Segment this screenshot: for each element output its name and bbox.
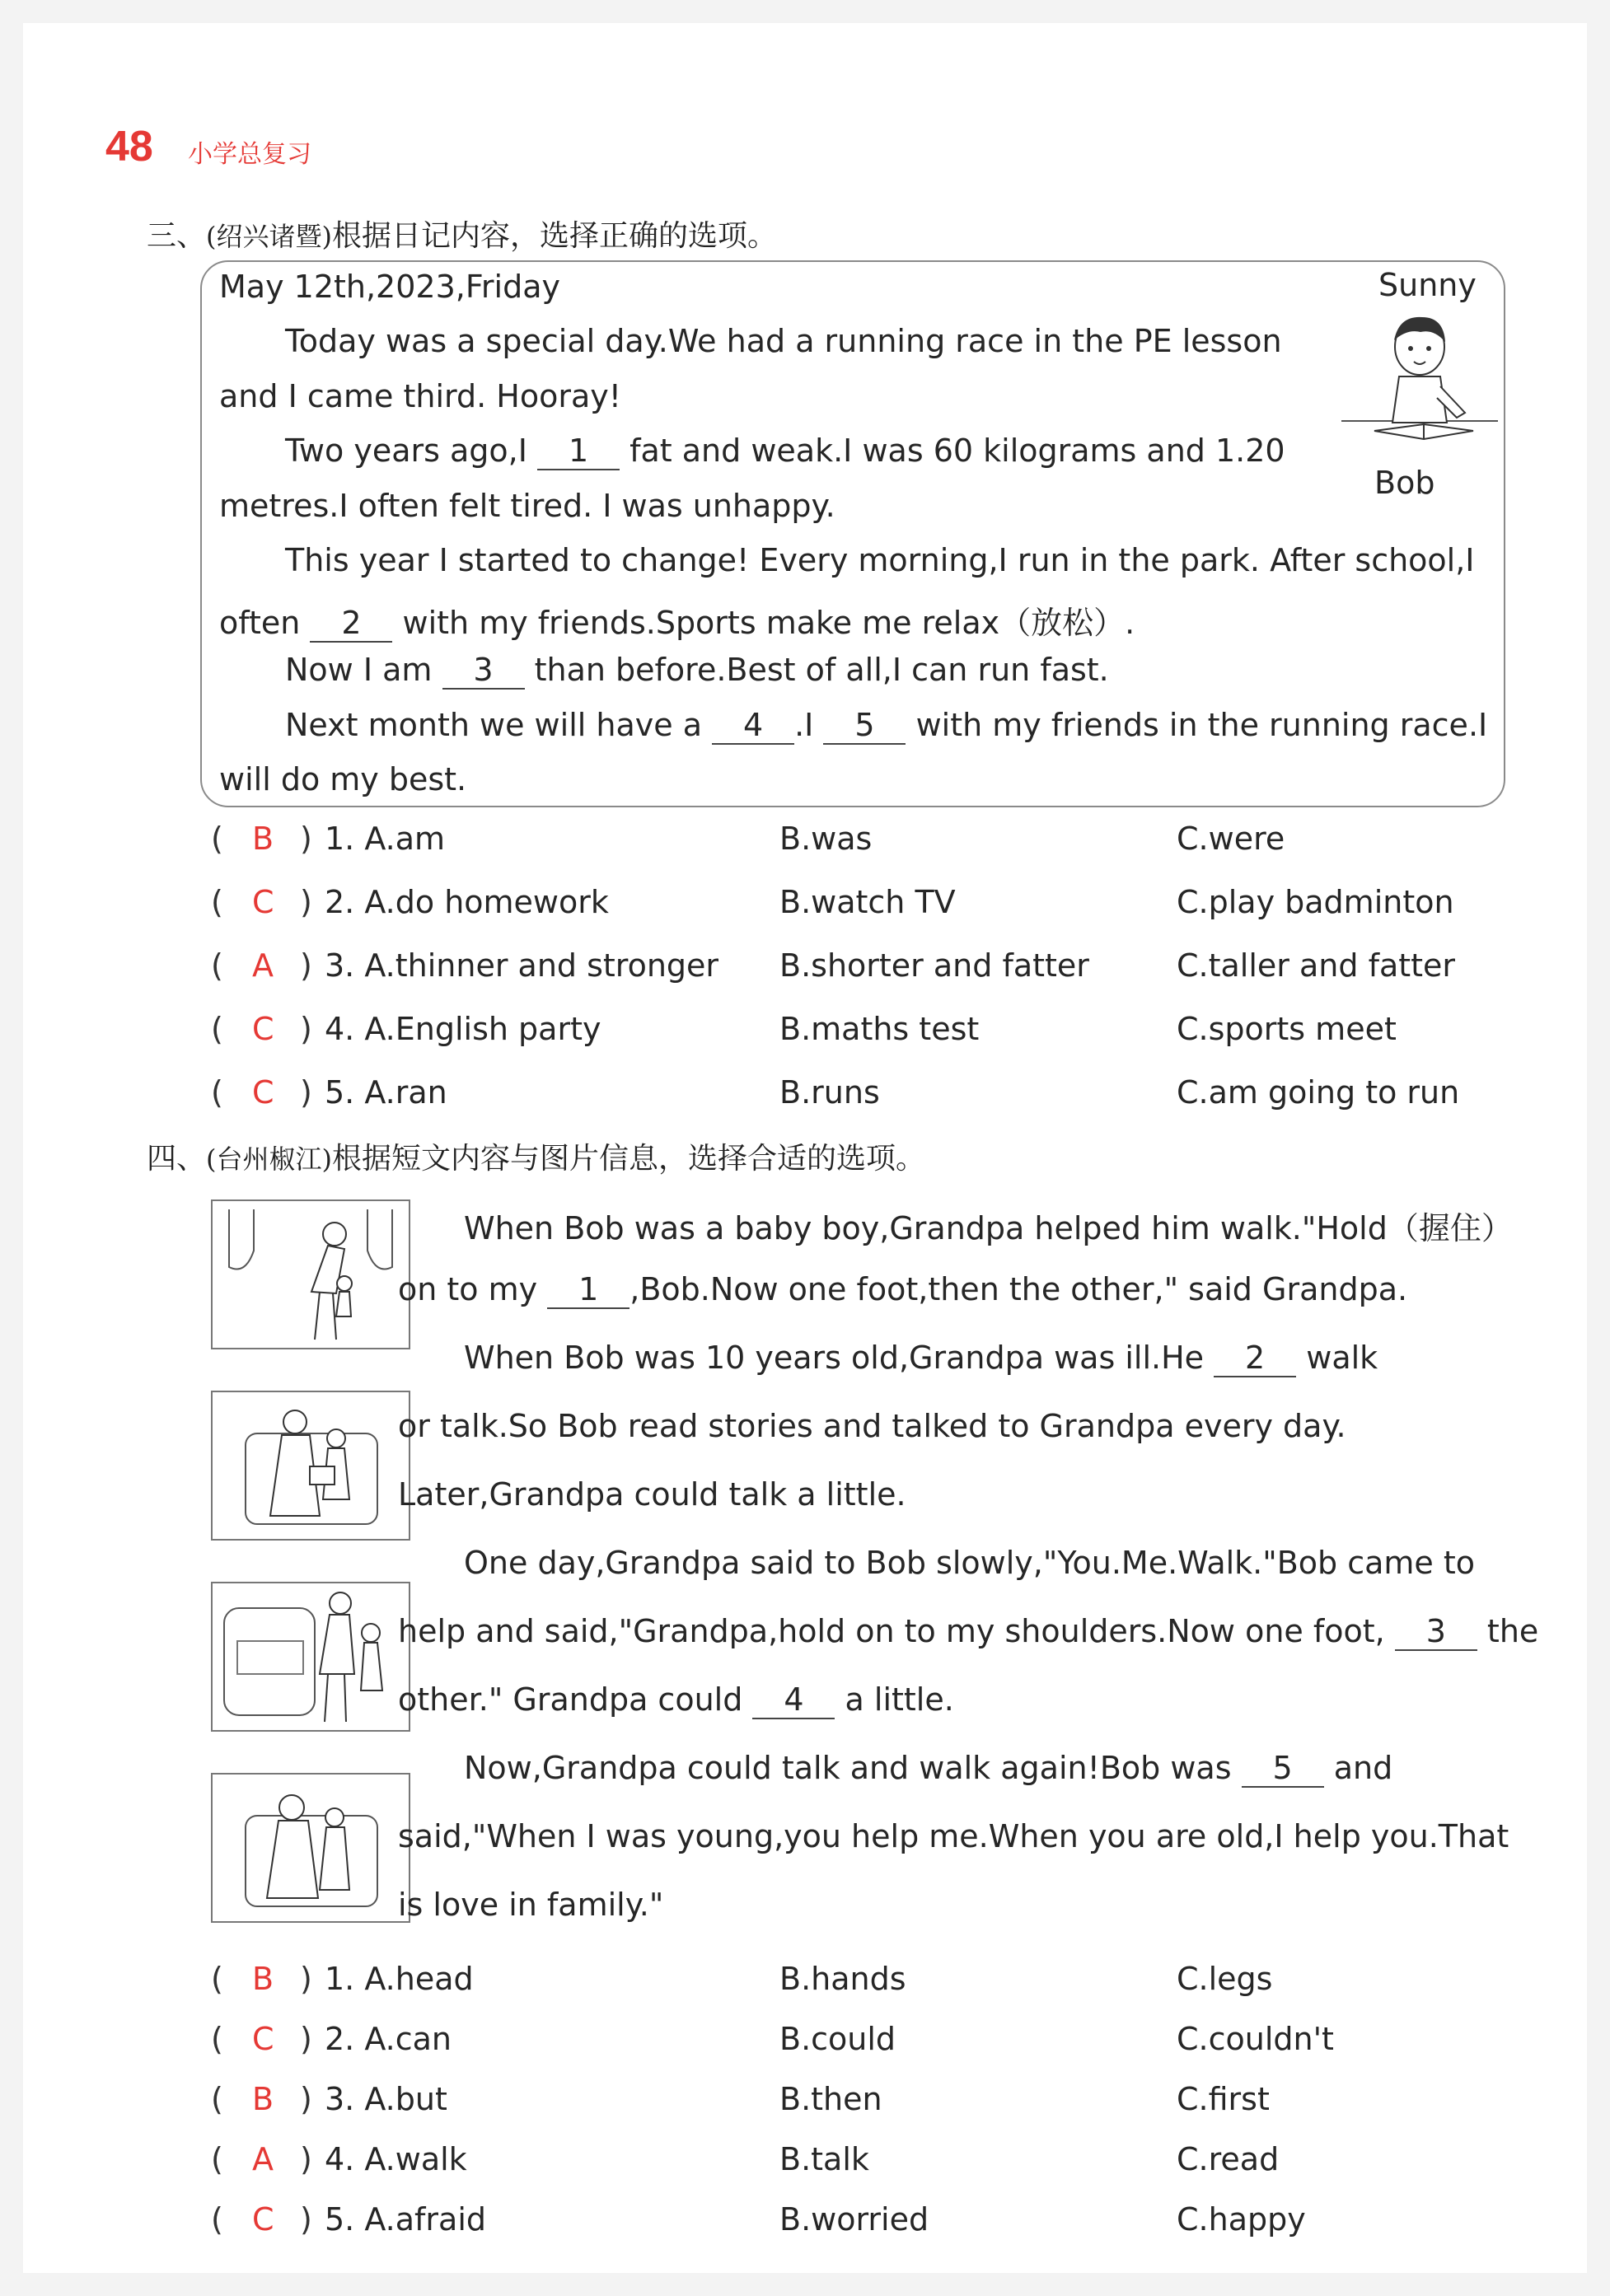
option-b[interactable]: B.runs (779, 1074, 880, 1111)
option-b[interactable]: B.worried (779, 2201, 929, 2238)
answer-mark: B (252, 2081, 274, 2117)
blank-5[interactable]: 5 (823, 707, 906, 745)
diary-line: Next month we will have a 4 .I 5 with my friends in the running race.I (285, 707, 1488, 743)
option-b[interactable]: B.talk (779, 2141, 869, 2177)
answer-mark: C (252, 1074, 274, 1111)
passage-line: is love in family." (398, 1887, 664, 1923)
answer-mark: A (252, 2141, 274, 2177)
page-number: 48 (105, 123, 153, 171)
option-a[interactable]: 3. A.but (325, 2081, 447, 2117)
answer-mark: B (252, 1961, 274, 1997)
character-label-sunny: Sunny (1378, 267, 1477, 303)
passage-line: When Bob was a baby boy,Grandpa helped him walk."Hold（握住） (464, 1210, 1513, 1246)
option-b[interactable]: B.hands (779, 1961, 906, 1997)
blank-2[interactable]: 2 (310, 605, 392, 643)
blank-4[interactable]: 4 (752, 1681, 835, 1719)
worksheet-page: 48 小学总复习 三、(绍兴诸暨)根据日记内容，选择正确的选项。 May 12th,2023,Friday Today was a special day.We had a running race in the PE lesson and I came third. Hooray! Two years ago,I 1 fat and weak.I was 60 kilograms and 1.20 metres.I often felt tired. I was unhappy. This year I started to change! Every morning,I run in the park. After school,I often 2 with my friends.Sports make me relax（放松）. Now I am 3 than before.Best of all,I can run fast. Next month we will have a 4 .I 5 with my friends in the running race.I will do my best. Sunny Bob ( B ) 1. A.am B.was C.were ( C ) 2. A.do homework B.watch TV C.play badminton ( A ) 3. A.thinner and stronger B.shorter and fatter C.taller and fatter ( C ) 4. A.English party B.maths test C.sports meet ( C ) 5. A.ran B.runs C.am going to run 四、(台州椒江)根据短文内容与图片信息，选择合适的选项。 When Bob was a baby boy,Grandpa helped him walk."Hold（握住） on to my 1 ,Bob.Now one foot,then the other," said Grandpa. When Bob was 10 years old,Grandpa was ill.He 2 walk or talk.So Bob read stories and talked to Grandpa every day. Later,Grandpa could talk a little. One day,Grandpa said to Bob slowly,"You.Me.Walk."Bob came to help and said,"Grandpa,hold on to my shoulders.Now one foot, 3 the other." Grandpa could 4 a little. Now,Grandpa could talk and walk again!Bob was 5 and said,"When I was young,you help me.When you are old,I help you.That is love in family." ( B ) 1. A.head B.hands C.legs ( C ) 2. A.can B.could C.couldn't ( B ) 3. A.but B.then C.first ( A ) 4. A.walk B.talk C.read ( C ) 5. A.afraid B.worried C.happy (23, 23, 1587, 2273)
option-a[interactable]: 4. A.walk (325, 2141, 467, 2177)
answer-mark: C (252, 884, 274, 920)
passage-line: on to my 1 ,Bob.Now one foot,then the other," said Grandpa. (398, 1271, 1408, 1307)
option-c[interactable]: C.taller and fatter (1177, 947, 1456, 984)
diary-line: This year I started to change! Every morning,I run in the park. After school,I (285, 542, 1475, 578)
option-a[interactable]: 1. A.am (325, 821, 446, 857)
option-a[interactable]: 5. A.afraid (325, 2201, 486, 2238)
diary-line: Now I am 3 than before.Best of all,I can run fast. (285, 652, 1109, 688)
picture-grandpa-holding-shoulders (211, 1582, 410, 1732)
option-b[interactable]: B.then (779, 2081, 882, 2117)
option-b[interactable]: B.maths test (779, 1011, 980, 1047)
option-b[interactable]: B.was (779, 821, 873, 857)
option-b[interactable]: B.could (779, 2021, 896, 2057)
option-c[interactable]: C.am going to run (1177, 1074, 1460, 1111)
passage-line: help and said,"Grandpa,hold on to my shoulders.Now one foot, 3 the (398, 1613, 1539, 1649)
option-b[interactable]: B.watch TV (779, 884, 956, 920)
diary-line: and I came third. Hooray! (219, 378, 621, 414)
passage-line: or talk.So Bob read stories and talked to Grandpa every day. (398, 1408, 1346, 1444)
option-c[interactable]: C.couldn't (1177, 2021, 1334, 2057)
blank-1[interactable]: 1 (537, 433, 620, 470)
diary-line: metres.I often felt tired. I was unhappy. (219, 488, 835, 524)
blank-4[interactable]: 4 (712, 707, 794, 745)
option-a[interactable]: 2. A.can (325, 2021, 452, 2057)
section4-title: 四、(台州椒江)根据短文内容与图片信息，选择合适的选项。 (147, 1142, 926, 1176)
section3-title: 三、(绍兴诸暨)根据日记内容，选择正确的选项。 (147, 219, 778, 253)
answer-mark: C (252, 1011, 274, 1047)
answer-mark: C (252, 2201, 274, 2238)
diary-line: often 2 with my friends.Sports make me relax（放松）. (219, 605, 1135, 641)
picture-bob-and-grandpa-hugging (211, 1773, 410, 1923)
option-a[interactable]: 4. A.English party (325, 1011, 601, 1047)
diary-line: Today was a special day.We had a running race in the PE lesson (285, 323, 1282, 359)
option-a[interactable]: 1. A.head (325, 1961, 474, 1997)
book-title: 小学总复习 (188, 140, 311, 169)
answer-mark: C (252, 2021, 274, 2057)
option-b[interactable]: B.shorter and fatter (779, 947, 1089, 984)
blank-1[interactable]: 1 (547, 1271, 629, 1309)
blank-5[interactable]: 5 (1242, 1750, 1324, 1788)
passage-line: other." Grandpa could 4 a little. (398, 1681, 954, 1718)
boy-writing-illustration (1341, 307, 1498, 460)
passage-line: Later,Grandpa could talk a little. (398, 1476, 906, 1513)
picture-grandpa-helping-baby-walk (211, 1199, 410, 1349)
character-label-bob: Bob (1374, 465, 1435, 501)
answer-mark: B (252, 821, 274, 857)
blank-2[interactable]: 2 (1214, 1340, 1296, 1377)
option-c[interactable]: C.happy (1177, 2201, 1306, 2238)
option-c[interactable]: C.read (1177, 2141, 1280, 2177)
blank-3[interactable]: 3 (442, 652, 525, 690)
blank-3[interactable]: 3 (1395, 1613, 1477, 1651)
option-c[interactable]: C.legs (1177, 1961, 1273, 1997)
option-c[interactable]: C.first (1177, 2081, 1270, 2117)
option-c[interactable]: C.play badminton (1177, 884, 1454, 920)
diary-line: will do my best. (219, 761, 467, 797)
passage-line: said,"When I was young,you help me.When you are old,I help you.That (398, 1818, 1509, 1854)
option-a[interactable]: 3. A.thinner and stronger (325, 947, 719, 984)
diary-date: May 12th,2023,Friday (219, 269, 561, 305)
passage-line: When Bob was 10 years old,Grandpa was ill.He 2 walk (464, 1340, 1378, 1376)
option-c[interactable]: C.sports meet (1177, 1011, 1397, 1047)
option-c[interactable]: C.were (1177, 821, 1285, 857)
diary-line: Two years ago,I 1 fat and weak.I was 60 kilograms and 1.20 (285, 433, 1285, 469)
option-a[interactable]: 2. A.do homework (325, 884, 609, 920)
option-a[interactable]: 5. A.ran (325, 1074, 447, 1111)
picture-bob-reading-to-grandpa (211, 1391, 410, 1541)
passage-line: Now,Grandpa could talk and walk again!Bob was 5 and (464, 1750, 1393, 1786)
answer-mark: A (252, 947, 274, 984)
passage-line: One day,Grandpa said to Bob slowly,"You.Me.Walk."Bob came to (464, 1545, 1476, 1581)
